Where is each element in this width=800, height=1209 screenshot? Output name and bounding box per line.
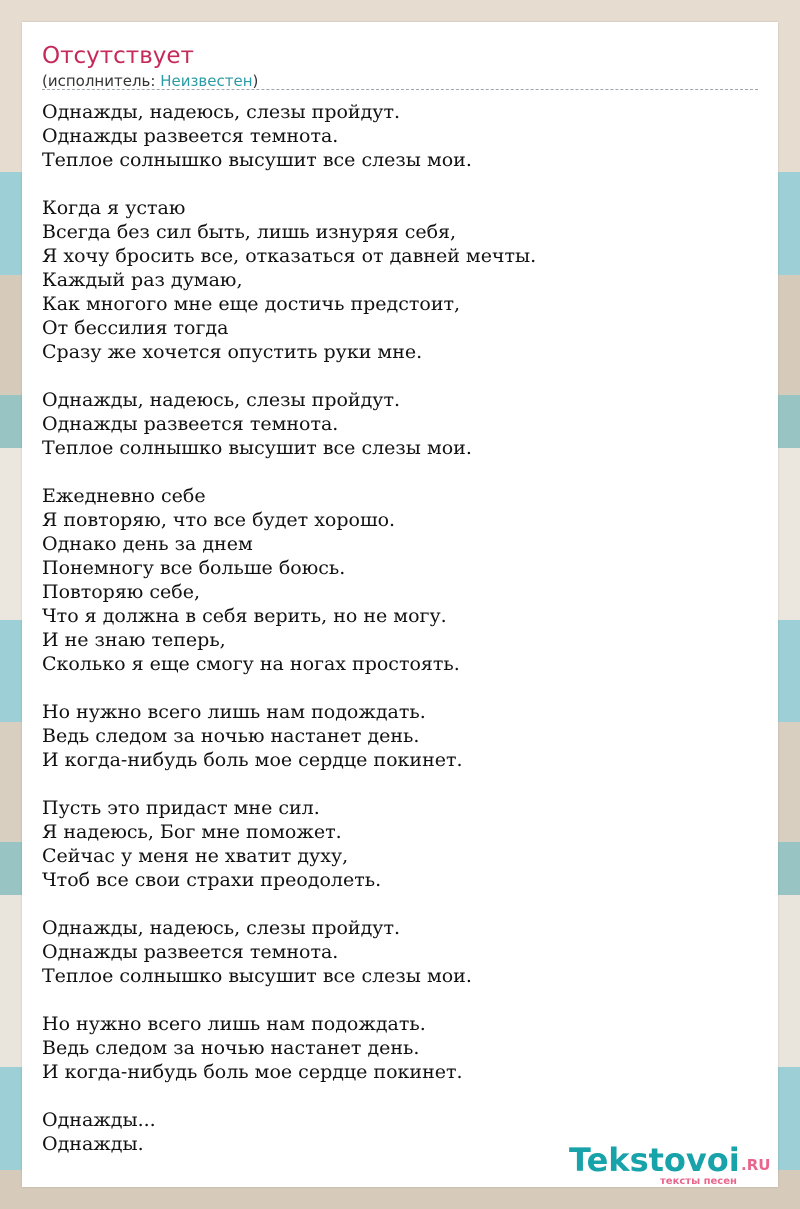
lyric-line: Теплое солнышко высушит все слезы мои. bbox=[42, 437, 472, 459]
logo-tagline: тексты песен bbox=[660, 1176, 737, 1187]
lyric-line: Однажды развеется темнота. bbox=[42, 941, 339, 963]
logo-wordmark: Tekstovoi bbox=[569, 1141, 740, 1179]
stanza-break bbox=[42, 1084, 758, 1108]
lyric-line: Ежедневно себе bbox=[42, 485, 206, 507]
stanza-break bbox=[42, 460, 758, 484]
lyric-line: И когда-нибудь боль мое сердце покинет. bbox=[42, 1061, 463, 1083]
song-title: Отсутствует bbox=[42, 43, 194, 69]
lyric-line: Я повторяю, что все будет хорошо. bbox=[42, 509, 396, 531]
lyric-line: От бессилия тогда bbox=[42, 317, 229, 339]
lyric-line: Ведь следом за ночью настанет день. bbox=[42, 1037, 420, 1059]
artist-link[interactable]: Неизвестен bbox=[160, 72, 253, 90]
lyric-line: Пусть это придаст мне сил. bbox=[42, 797, 320, 819]
lyric-line: И не знаю теперь, bbox=[42, 629, 226, 651]
lyric-line: Когда я устаю bbox=[42, 197, 186, 219]
lyric-line: Сейчас у меня не хватит духу, bbox=[42, 845, 349, 867]
artist-line bbox=[42, 71, 258, 91]
lyric-line: Однажды, надеюсь, слезы пройдут. bbox=[42, 389, 401, 411]
lyric-line: Как многого мне еще достичь предстоит, bbox=[42, 293, 461, 315]
lyric-line: Каждый раз думаю, bbox=[42, 269, 243, 291]
lyric-line: Ведь следом за ночью настанет день. bbox=[42, 725, 420, 747]
lyrics-card bbox=[22, 22, 778, 1187]
logo-tld: .RU bbox=[741, 1156, 771, 1174]
lyric-line: Повторяю себе, bbox=[42, 581, 200, 603]
lyric-line: Я хочу бросить все, отказаться от давней мечты. bbox=[42, 245, 537, 267]
lyric-line: Всегда без сил быть, лишь изнуряя себя, bbox=[42, 221, 457, 243]
lyric-line: Сразу же хочется опустить руки мне. bbox=[42, 341, 423, 363]
site-logo[interactable] bbox=[569, 1140, 779, 1190]
stanza-break bbox=[42, 988, 758, 1012]
stanza-break bbox=[42, 892, 758, 916]
lyric-line: Но нужно всего лишь нам подождать. bbox=[42, 1013, 426, 1035]
lyric-line: Теплое солнышко высушит все слезы мои. bbox=[42, 965, 472, 987]
lyric-line: Понемногу все больше боюсь. bbox=[42, 557, 346, 579]
lyric-line: Однажды, надеюсь, слезы пройдут. bbox=[42, 917, 401, 939]
stanza-break bbox=[42, 772, 758, 796]
title-divider bbox=[42, 89, 758, 90]
lyric-line: Однако день за днем bbox=[42, 533, 253, 555]
lyric-line: Но нужно всего лишь нам подождать. bbox=[42, 701, 426, 723]
stanza-break bbox=[42, 172, 758, 196]
lyric-line: И когда-нибудь боль мое сердце покинет. bbox=[42, 749, 463, 771]
lyric-line: Сколько я еще смогу на ногах простоять. bbox=[42, 653, 460, 675]
artist-prefix: (исполнитель: bbox=[42, 72, 161, 90]
lyric-line: Однажды... bbox=[42, 1109, 156, 1131]
lyric-line: Чтоб все свои страхи преодолеть. bbox=[42, 869, 382, 891]
lyric-line: Теплое солнышко высушит все слезы мои. bbox=[42, 149, 472, 171]
lyric-line: Что я должна в себя верить, но не могу. bbox=[42, 605, 447, 627]
lyric-line: Я надеюсь, Бог мне поможет. bbox=[42, 821, 342, 843]
lyric-line: Однажды развеется темнота. bbox=[42, 413, 339, 435]
stanza-break bbox=[42, 676, 758, 700]
artist-suffix: ) bbox=[252, 72, 259, 90]
lyric-line: Однажды. bbox=[42, 1133, 144, 1155]
stanza-break bbox=[42, 364, 758, 388]
lyric-line: Однажды развеется темнота. bbox=[42, 125, 339, 147]
lyric-line: Однажды, надеюсь, слезы пройдут. bbox=[42, 101, 401, 123]
lyrics-text bbox=[42, 100, 758, 1156]
